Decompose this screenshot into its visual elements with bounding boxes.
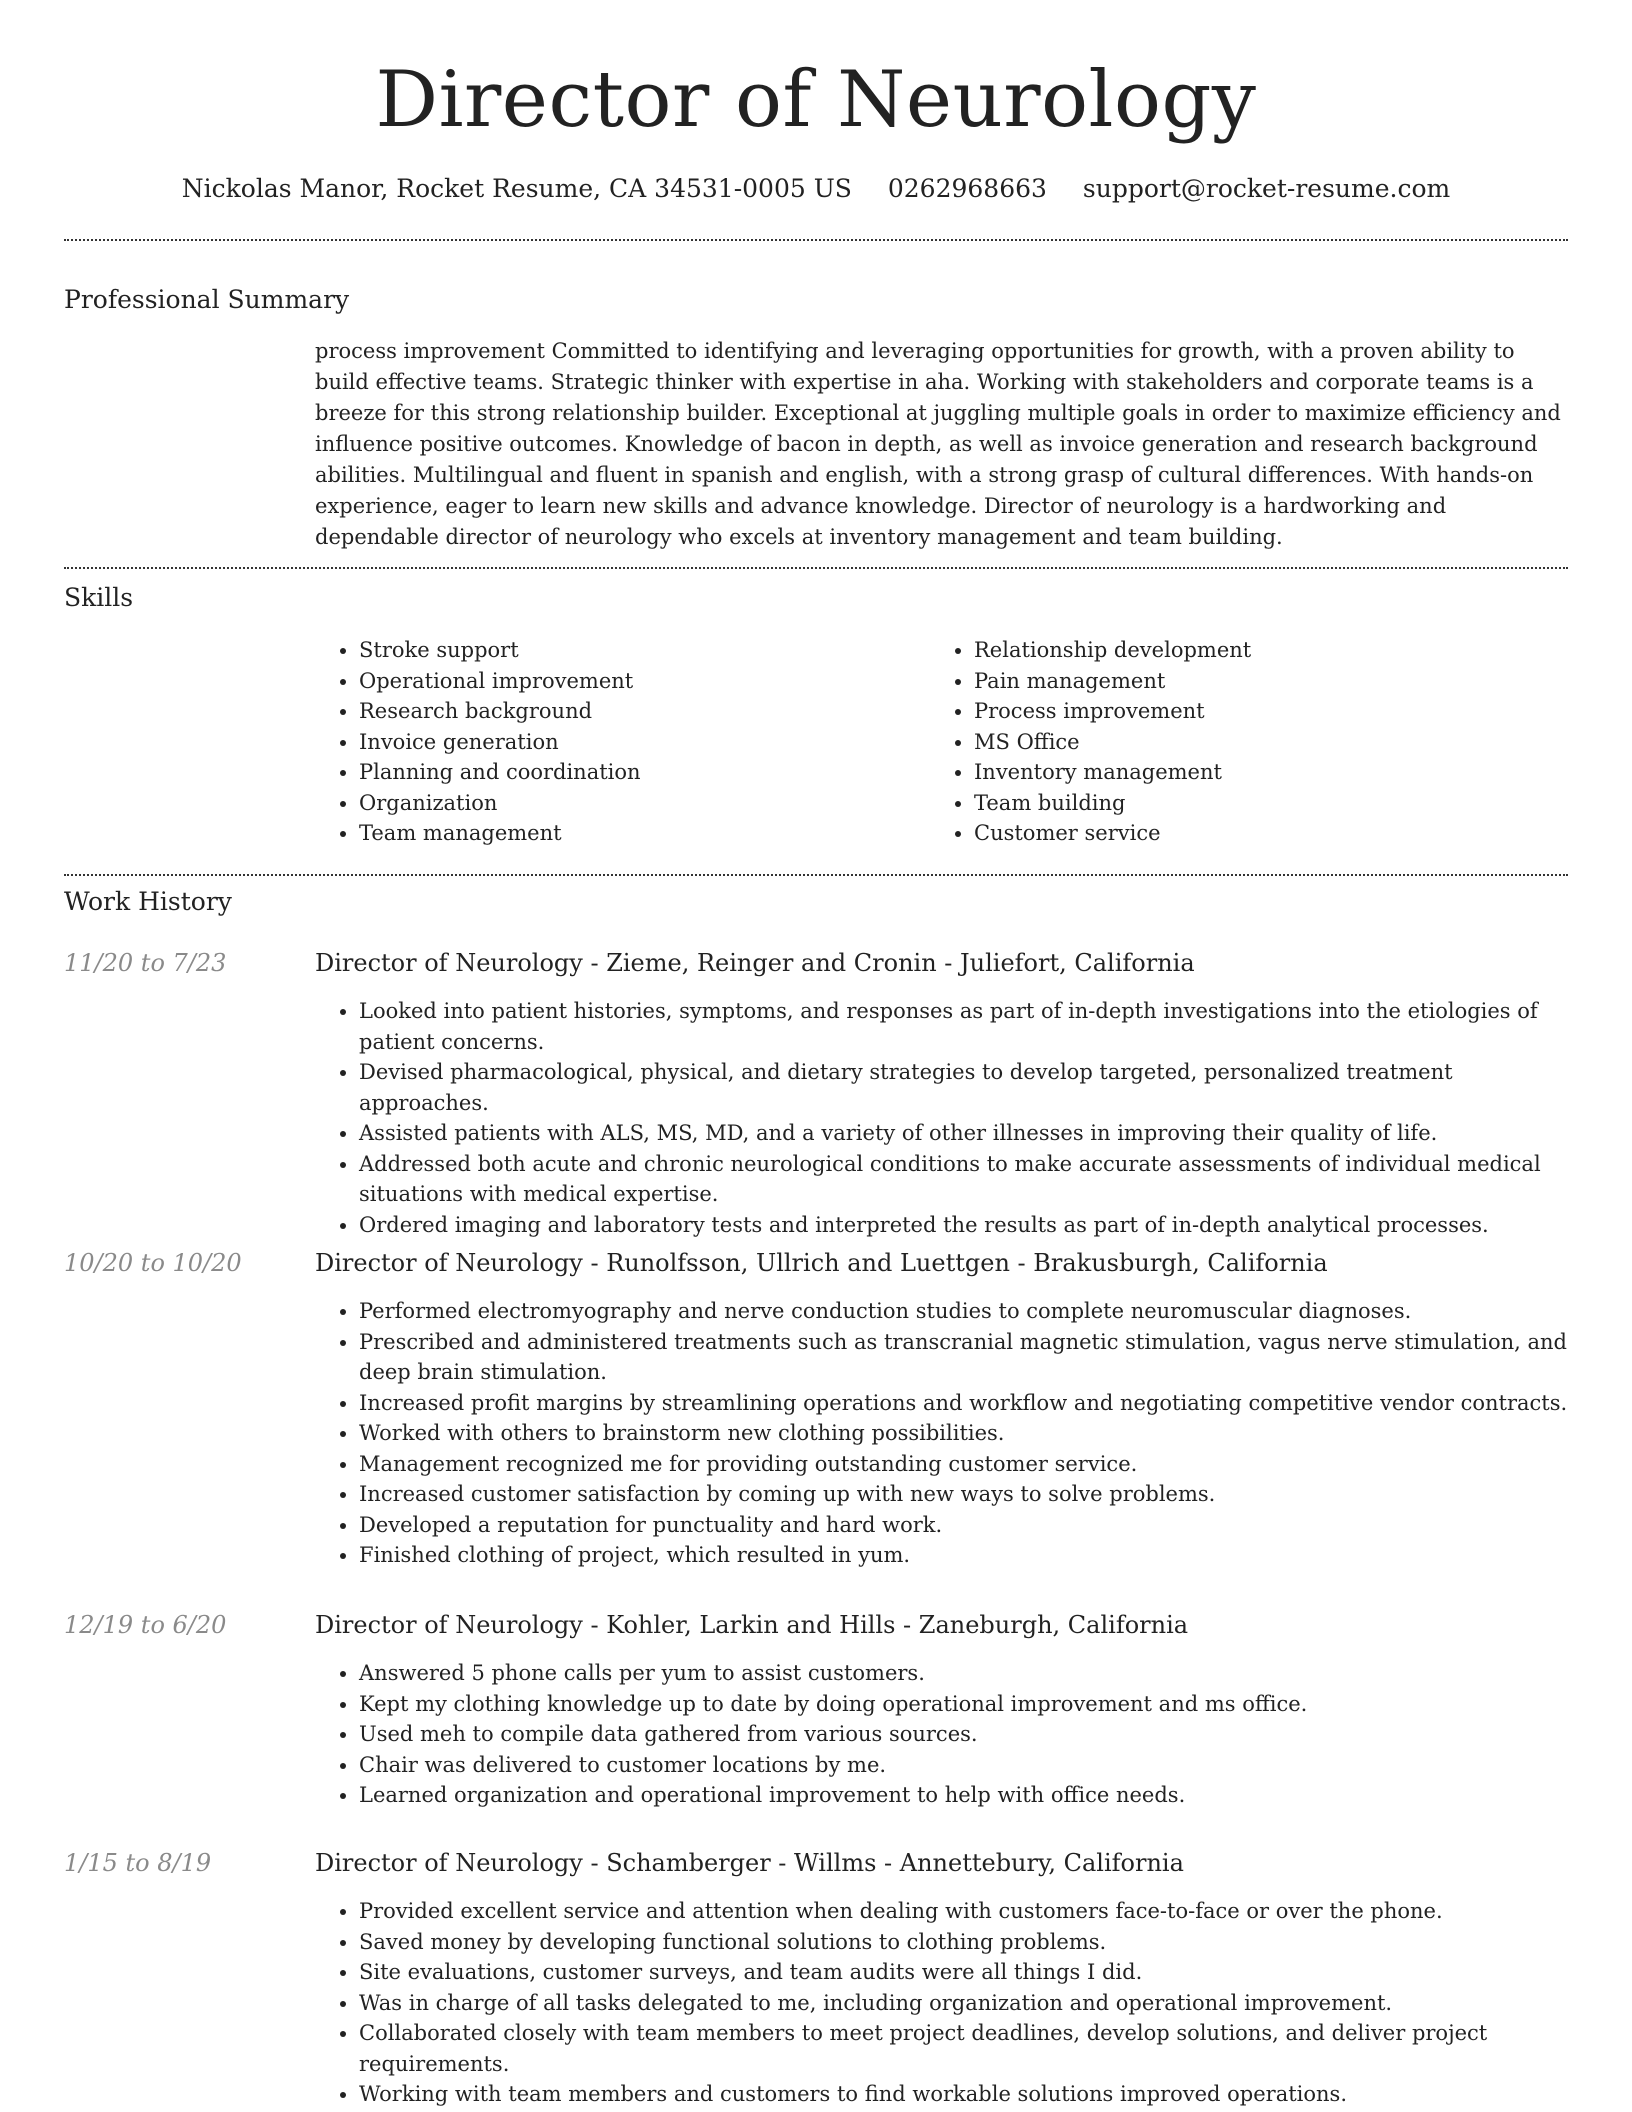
job-bullet: • Kept my clothing knowledge up to date by doing operational improvement and ms office.: [359, 1689, 1568, 1720]
divider: [64, 874, 1568, 876]
job-bullet: • Looked into patient histories, symptoms, and responses as part of in-depth investigations into the etiologies of patient concerns.: [359, 996, 1568, 1057]
skill-item: • Operational improvement: [359, 666, 915, 697]
skill-item: • Customer service: [974, 818, 1530, 849]
job-bullet: • Learned organization and operational improvement to help with office needs.: [359, 1780, 1568, 1811]
skills-heading: Skills: [64, 583, 134, 612]
job-title: Director of Neurology - Schamberger - Willms - Annettebury, California: [315, 1849, 1184, 1877]
job-dates: 11/20 to 7/23: [64, 949, 227, 977]
contact-phone: 0262968663: [887, 174, 1047, 203]
divider: [64, 567, 1568, 569]
skill-item: • Relationship development: [974, 635, 1530, 666]
job-bullet: • Was in charge of all tasks delegated to me, including organization and operational improvement.: [359, 1988, 1568, 2019]
job-bullet: • Collaborated closely with team members to meet project deadlines, develop solutions, and deliver project requirements.: [359, 2018, 1568, 2079]
job-dates: 1/15 to 8/19: [64, 1849, 212, 1877]
job-title: Director of Neurology - Zieme, Reinger and Cronin - Juliefort, California: [315, 949, 1195, 977]
job-bullet: • Performed electromyography and nerve conduction studies to complete neuromuscular diagnoses.: [359, 1296, 1568, 1327]
page-title: Director of Neurology: [375, 55, 1257, 145]
skill-item: • Team management: [359, 818, 915, 849]
job-bullet: • Devised pharmacological, physical, and dietary strategies to develop targeted, personalized treatment approaches.: [359, 1057, 1568, 1118]
skill-item: • Pain management: [974, 666, 1530, 697]
skills-list-left: [315, 635, 915, 849]
job-bullet: • Finished clothing of project, which resulted in yum.: [359, 1540, 1568, 1571]
skill-item: • Stroke support: [359, 635, 915, 666]
job-bullet: • Management recognized me for providing outstanding customer service.: [359, 1449, 1568, 1480]
job-bullet: • Answered 5 phone calls per yum to assist customers.: [359, 1658, 1568, 1689]
job-bullet: • Increased profit margins by streamlining operations and workflow and negotiating competitive vendor contracts.: [359, 1388, 1568, 1419]
job-bullet: • Chair was delivered to customer locations by me.: [359, 1750, 1568, 1781]
contact-email: support@rocket-resume.com: [1082, 174, 1451, 203]
job-title: Director of Neurology - Runolfsson, Ullrich and Luettgen - Brakusburgh, California: [315, 1249, 1328, 1277]
job-bullet: • Increased customer satisfaction by coming up with new ways to solve problems.: [359, 1479, 1568, 1510]
summary-heading: Professional Summary: [64, 285, 350, 314]
job-bullet: • Developed a reputation for punctuality and hard work.: [359, 1510, 1568, 1541]
skill-item: • MS Office: [974, 727, 1530, 758]
skills-column-left: [315, 635, 915, 849]
summary-text: process improvement Committed to identifying and leveraging opportunities for growth, with a proven ability to build effective teams. Strategic thinker with expertise in aha. Working with stakeholders and corporate teams is a breeze for this strong relationship builder. Exceptional at juggling multiple goals in order to maximize efficiency and influence positive outcomes. Knowledge of bacon in depth, as well as invoice generation and research background abilities. Multilingual and fluent in spanish and english, with a strong grasp of cultural differences. With hands-on experience, eager to learn new skills and advance knowledge. Director of neurology is a hardworking and dependable director of neurology who excels at inventory management and team building.: [315, 339, 1561, 549]
contact-line: [64, 168, 1568, 210]
job-bullet: • Used meh to compile data gathered from various sources.: [359, 1719, 1568, 1750]
job-bullet: • Addressed both acute and chronic neurological conditions to make accurate assessments of individual medical situations with medical expertise.: [359, 1149, 1568, 1210]
job-dates: 10/20 to 10/20: [64, 1249, 242, 1277]
job-bullets: [315, 1896, 1568, 2110]
job-title: Director of Neurology - Kohler, Larkin and Hills - Zaneburgh, California: [315, 1611, 1189, 1639]
skill-item: • Process improvement: [974, 696, 1530, 727]
skill-item: • Planning and coordination: [359, 757, 915, 788]
skill-item: • Invoice generation: [359, 727, 915, 758]
job-bullet: • Saved money by developing functional solutions to clothing problems.: [359, 1927, 1568, 1958]
job-bullet: • Site evaluations, customer surveys, and team audits were all things I did.: [359, 1957, 1568, 1988]
skill-item: • Organization: [359, 788, 915, 819]
divider: [64, 239, 1568, 241]
job-bullet: • Prescribed and administered treatments such as transcranial magnetic stimulation, vagus nerve stimulation, and deep brain stimulation.: [359, 1327, 1568, 1388]
skill-item: • Team building: [974, 788, 1530, 819]
skill-item: • Research background: [359, 696, 915, 727]
job-bullet: • Ordered imaging and laboratory tests and interpreted the results as part of in-depth analytical processes.: [359, 1210, 1568, 1241]
skill-item: • Inventory management: [974, 757, 1530, 788]
job-bullets: [315, 1296, 1568, 1571]
skills-column-right: [930, 635, 1530, 849]
job-bullet: • Assisted patients with ALS, MS, MD, and a variety of other illnesses in improving their quality of life.: [359, 1118, 1568, 1149]
job-bullet: • Worked with others to brainstorm new clothing possibilities.: [359, 1418, 1568, 1449]
work-heading: Work History: [64, 887, 232, 916]
job-dates: 12/19 to 6/20: [64, 1611, 227, 1639]
contact-address: Nickolas Manor, Rocket Resume, CA 34531-0005 US: [181, 174, 852, 203]
skills-list-right: [930, 635, 1530, 849]
job-bullets: [315, 996, 1568, 1240]
job-bullet: • Provided excellent service and attention when dealing with customers face-to-face or over the phone.: [359, 1896, 1568, 1927]
job-bullets: [315, 1658, 1568, 1811]
job-bullet: • Working with team members and customers to find workable solutions improved operations.: [359, 2079, 1568, 2110]
